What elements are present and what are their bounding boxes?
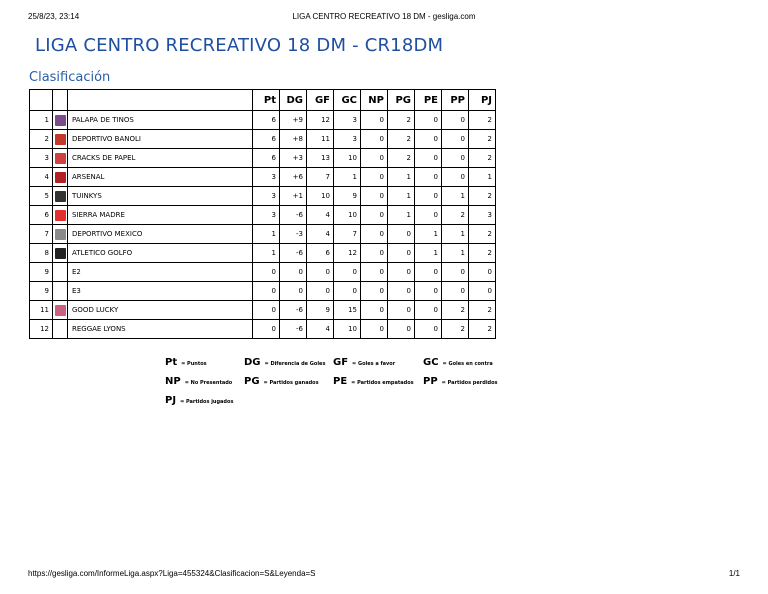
position-cell: 11 <box>30 301 53 320</box>
stat-cell-pt: 6 <box>253 111 280 130</box>
position-cell: 1 <box>30 111 53 130</box>
stat-cell-np: 0 <box>361 282 388 301</box>
legend-desc: = Partidos empatados <box>351 380 414 386</box>
header-logo <box>53 90 68 111</box>
team-logo-cell <box>53 244 68 263</box>
team-logo-cell <box>53 187 68 206</box>
stat-cell-gc: 7 <box>334 225 361 244</box>
column-header: PE <box>415 90 442 111</box>
stat-cell-dg: +8 <box>280 130 307 149</box>
print-datetime: 25/8/23, 23:14 <box>28 12 80 21</box>
legend-item <box>244 357 325 368</box>
team-logo-cell <box>53 206 68 225</box>
stat-cell-pp: 1 <box>442 187 469 206</box>
stat-cell-dg: 0 <box>280 263 307 282</box>
legend-desc: = Diferencia de Goles <box>264 361 326 367</box>
stat-cell-pe: 1 <box>415 225 442 244</box>
stat-cell-dg: +3 <box>280 149 307 168</box>
stat-cell-gf: 10 <box>307 187 334 206</box>
stat-cell-pg: 2 <box>388 111 415 130</box>
stat-cell-pg: 1 <box>388 168 415 187</box>
stat-cell-pt: 0 <box>253 282 280 301</box>
stat-cell-pp: 2 <box>442 320 469 339</box>
stat-cell-pp: 0 <box>442 111 469 130</box>
team-logo-cell <box>53 168 68 187</box>
stat-cell-pe: 0 <box>415 168 442 187</box>
stat-cell-pt: 1 <box>253 225 280 244</box>
page-number: 1/1 <box>728 569 740 578</box>
team-name-cell: SIERRA MADRE <box>68 206 253 225</box>
stat-cell-gf: 9 <box>307 301 334 320</box>
legend-key: PE <box>333 376 348 387</box>
team-name-cell: E3 <box>68 282 253 301</box>
position-cell: 12 <box>30 320 53 339</box>
section-title: Clasificación <box>29 70 111 85</box>
team-crest-icon <box>55 134 66 145</box>
stat-cell-pt: 3 <box>253 206 280 225</box>
stat-cell-gf: 0 <box>307 263 334 282</box>
stat-cell-np: 0 <box>361 168 388 187</box>
position-cell: 2 <box>30 130 53 149</box>
stat-cell-dg: +6 <box>280 168 307 187</box>
stat-cell-pp: 0 <box>442 168 469 187</box>
stat-cell-pj: 2 <box>469 225 496 244</box>
stat-cell-np: 0 <box>361 149 388 168</box>
stat-cell-pp: 0 <box>442 130 469 149</box>
position-cell: 7 <box>30 225 53 244</box>
stat-cell-pp: 2 <box>442 206 469 225</box>
stat-cell-pg: 0 <box>388 301 415 320</box>
stat-cell-gc: 9 <box>334 187 361 206</box>
stat-cell-pt: 0 <box>253 301 280 320</box>
stat-cell-np: 0 <box>361 320 388 339</box>
position-cell: 9 <box>30 263 53 282</box>
stat-cell-np: 0 <box>361 225 388 244</box>
legend-desc: = Goles a favor <box>352 361 396 367</box>
stat-cell-pg: 0 <box>388 244 415 263</box>
stat-cell-gf: 12 <box>307 111 334 130</box>
team-crest-icon <box>55 153 66 164</box>
stat-cell-pj: 2 <box>469 187 496 206</box>
stat-cell-pp: 2 <box>442 301 469 320</box>
stat-cell-gf: 4 <box>307 206 334 225</box>
stat-cell-gf: 4 <box>307 225 334 244</box>
column-header: DG <box>280 90 307 111</box>
stat-cell-pg: 0 <box>388 320 415 339</box>
stat-cell-dg: -6 <box>280 320 307 339</box>
stat-cell-pe: 0 <box>415 282 442 301</box>
stat-cell-dg: 0 <box>280 282 307 301</box>
stat-cell-gf: 4 <box>307 320 334 339</box>
stat-cell-np: 0 <box>361 244 388 263</box>
stat-cell-pt: 3 <box>253 187 280 206</box>
stat-cell-pt: 0 <box>253 263 280 282</box>
team-logo-cell <box>53 149 68 168</box>
team-logo-cell <box>53 111 68 130</box>
stat-cell-pe: 0 <box>415 111 442 130</box>
stat-cell-gc: 15 <box>334 301 361 320</box>
table-row <box>30 225 496 244</box>
table-row <box>30 187 496 206</box>
stat-cell-pe: 1 <box>415 244 442 263</box>
standings-body <box>30 111 496 339</box>
table-header-row <box>30 90 496 111</box>
table-row <box>30 130 496 149</box>
stat-cell-pt: 0 <box>253 320 280 339</box>
legend-item <box>423 357 493 368</box>
stat-cell-pj: 2 <box>469 149 496 168</box>
stat-cell-dg: +9 <box>280 111 307 130</box>
table-row <box>30 301 496 320</box>
stat-cell-pp: 0 <box>442 149 469 168</box>
position-cell: 9 <box>30 282 53 301</box>
team-crest-icon <box>55 115 66 126</box>
stat-cell-pj: 0 <box>469 263 496 282</box>
stat-cell-pj: 0 <box>469 282 496 301</box>
table-row <box>30 206 496 225</box>
position-cell: 4 <box>30 168 53 187</box>
stat-cell-pt: 1 <box>253 244 280 263</box>
stat-cell-gc: 10 <box>334 320 361 339</box>
column-header: PJ <box>469 90 496 111</box>
header-pos <box>30 90 53 111</box>
stat-cell-np: 0 <box>361 130 388 149</box>
print-header-title: LIGA CENTRO RECREATIVO 18 DM - gesliga.com <box>292 12 476 21</box>
stat-cell-pg: 0 <box>388 225 415 244</box>
position-cell: 3 <box>30 149 53 168</box>
stat-cell-np: 0 <box>361 263 388 282</box>
stat-cell-dg: -6 <box>280 244 307 263</box>
table-row <box>30 282 496 301</box>
team-logo-cell <box>53 320 68 339</box>
position-cell: 6 <box>30 206 53 225</box>
stat-cell-pe: 0 <box>415 206 442 225</box>
stat-cell-pt: 6 <box>253 149 280 168</box>
legend-item <box>423 376 498 387</box>
stat-cell-pt: 3 <box>253 168 280 187</box>
legend-desc: = Partidos jugados <box>180 399 234 405</box>
stat-cell-pp: 1 <box>442 225 469 244</box>
stat-cell-np: 0 <box>361 187 388 206</box>
team-name-cell: DEPORTIVO MEXICO <box>68 225 253 244</box>
stat-cell-pj: 1 <box>469 168 496 187</box>
stat-cell-pg: 0 <box>388 263 415 282</box>
stat-cell-dg: -3 <box>280 225 307 244</box>
team-name-cell: E2 <box>68 263 253 282</box>
stat-cell-dg: +1 <box>280 187 307 206</box>
column-header: GC <box>334 90 361 111</box>
legend-item <box>165 376 232 387</box>
team-crest-icon <box>55 172 66 183</box>
stat-cell-gc: 10 <box>334 206 361 225</box>
stat-cell-pp: 1 <box>442 244 469 263</box>
table-row <box>30 320 496 339</box>
stat-cell-pg: 2 <box>388 130 415 149</box>
table-row <box>30 168 496 187</box>
stat-cell-gf: 11 <box>307 130 334 149</box>
team-crest-icon <box>55 248 66 259</box>
stat-cell-pj: 3 <box>469 206 496 225</box>
stat-cell-gf: 6 <box>307 244 334 263</box>
team-crest-icon <box>55 229 66 240</box>
legend-item <box>244 376 319 387</box>
column-header: Pt <box>253 90 280 111</box>
legend-item <box>333 376 414 387</box>
stat-cell-pj: 2 <box>469 301 496 320</box>
legend-key: PP <box>423 376 438 387</box>
stat-cell-dg: -6 <box>280 301 307 320</box>
team-name-cell: GOOD LUCKY <box>68 301 253 320</box>
legend-key: GC <box>423 357 439 368</box>
column-header: NP <box>361 90 388 111</box>
column-header: PP <box>442 90 469 111</box>
stat-cell-pg: 1 <box>388 206 415 225</box>
legend-key: DG <box>244 357 261 368</box>
stat-cell-gf: 7 <box>307 168 334 187</box>
header-team <box>68 90 253 111</box>
page-title: LIGA CENTRO RECREATIVO 18 DM - CR18DM <box>35 35 444 56</box>
stat-cell-pe: 0 <box>415 320 442 339</box>
team-logo-cell <box>53 225 68 244</box>
stat-cell-pj: 2 <box>469 111 496 130</box>
team-logo-cell <box>53 301 68 320</box>
legend-desc: = No Presentado <box>184 380 233 386</box>
stat-cell-np: 0 <box>361 206 388 225</box>
team-crest-icon <box>55 191 66 202</box>
column-header: GF <box>307 90 334 111</box>
team-name-cell: DEPORTIVO BANOLI <box>68 130 253 149</box>
legend-desc: = Partidos perdidos <box>441 380 498 386</box>
stat-cell-gc: 3 <box>334 130 361 149</box>
stat-cell-pp: 0 <box>442 282 469 301</box>
print-url-link[interactable]: https://gesliga.com/InformeLiga.aspx?Liga=455324&Clasificacion=S&Leyenda=S <box>28 569 316 578</box>
stat-cell-gc: 0 <box>334 263 361 282</box>
team-name-cell: REGGAE LYONS <box>68 320 253 339</box>
team-name-cell: PALAPA DE TINOS <box>68 111 253 130</box>
legend-key: PG <box>244 376 260 387</box>
table-row <box>30 244 496 263</box>
stat-cell-pj: 2 <box>469 244 496 263</box>
stat-cell-gf: 0 <box>307 282 334 301</box>
legend-key: PJ <box>165 395 177 406</box>
table-row <box>30 263 496 282</box>
stat-cell-gc: 10 <box>334 149 361 168</box>
stat-cell-gc: 12 <box>334 244 361 263</box>
legend-desc: = Partidos ganados <box>263 380 319 386</box>
stat-cell-gc: 0 <box>334 282 361 301</box>
position-cell: 8 <box>30 244 53 263</box>
stat-cell-pe: 0 <box>415 301 442 320</box>
stat-cell-pg: 0 <box>388 282 415 301</box>
stat-cell-gc: 3 <box>334 111 361 130</box>
legend-item <box>333 357 395 368</box>
legend-item <box>165 395 233 406</box>
stat-cell-gf: 13 <box>307 149 334 168</box>
position-cell: 5 <box>30 187 53 206</box>
team-logo-cell <box>53 282 68 301</box>
stat-cell-pg: 2 <box>388 149 415 168</box>
stat-cell-pe: 0 <box>415 263 442 282</box>
team-logo-cell <box>53 263 68 282</box>
stat-cell-dg: -6 <box>280 206 307 225</box>
stat-cell-pg: 1 <box>388 187 415 206</box>
table-row <box>30 111 496 130</box>
team-logo-cell <box>53 130 68 149</box>
stat-cell-pe: 0 <box>415 149 442 168</box>
stat-cell-pj: 2 <box>469 320 496 339</box>
stat-cell-pe: 0 <box>415 187 442 206</box>
stat-cell-np: 0 <box>361 301 388 320</box>
standings-table <box>29 89 496 339</box>
team-name-cell: TUINKYS <box>68 187 253 206</box>
stat-cell-pt: 6 <box>253 130 280 149</box>
team-crest-icon <box>55 305 66 316</box>
legend-key: GF <box>333 357 349 368</box>
stat-cell-np: 0 <box>361 111 388 130</box>
legend-desc: = Puntos <box>181 361 207 367</box>
table-row <box>30 149 496 168</box>
column-header: PG <box>388 90 415 111</box>
team-crest-icon <box>55 210 66 221</box>
legend-item <box>165 357 207 368</box>
legend-key: Pt <box>165 357 178 368</box>
stat-cell-gc: 1 <box>334 168 361 187</box>
team-name-cell: ATLETICO GOLFO <box>68 244 253 263</box>
legend-desc: = Goles en contra <box>442 361 493 367</box>
team-name-cell: CRACKS DE PAPEL <box>68 149 253 168</box>
team-name-cell: ARSENAL <box>68 168 253 187</box>
stat-cell-pp: 0 <box>442 263 469 282</box>
stat-cell-pe: 0 <box>415 130 442 149</box>
legend-key: NP <box>165 376 181 387</box>
stat-cell-pj: 2 <box>469 130 496 149</box>
